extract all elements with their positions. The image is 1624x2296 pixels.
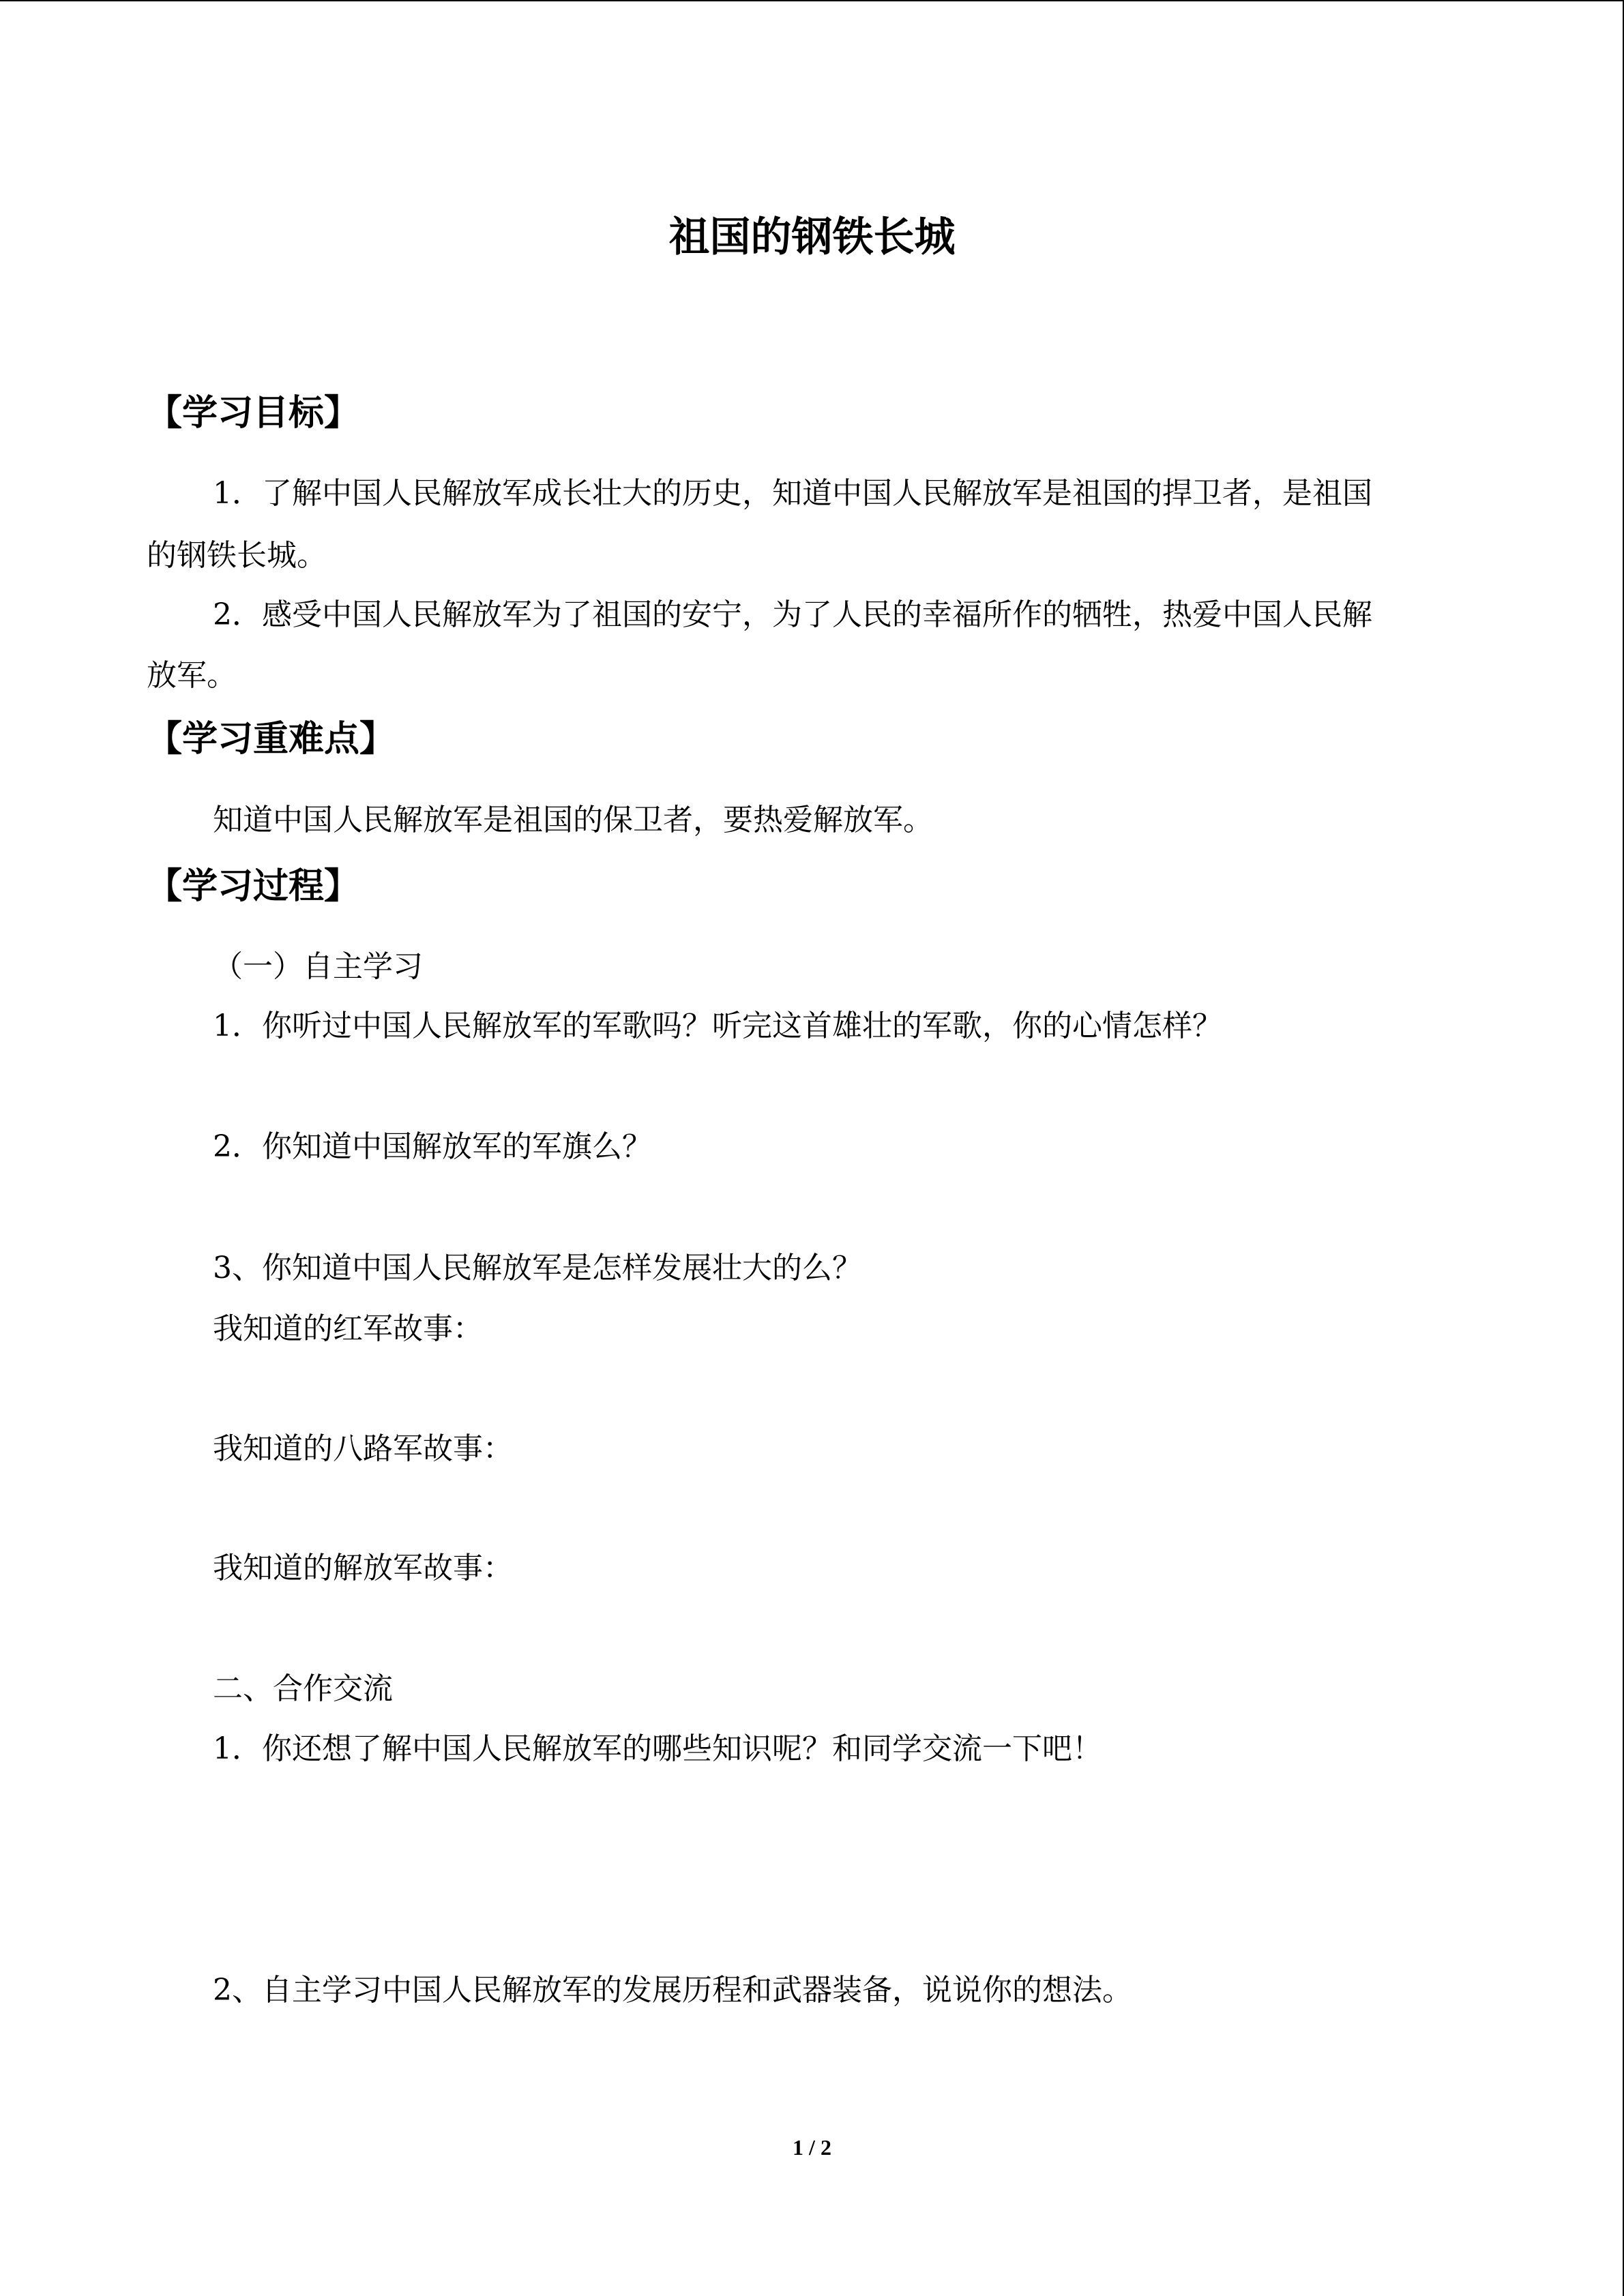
- page-title: 祖国的钢铁长城: [668, 213, 956, 261]
- part-1-title: （一）自主学习: [213, 949, 423, 984]
- section-heading-goals: 【学习目标】: [147, 393, 360, 434]
- question-3-pla: 我知道的解放军故事：: [213, 1551, 513, 1585]
- question-3: 3、你知道中国人民解放军是怎样发展壮大的么？: [213, 1251, 862, 1285]
- goal-item-2-line-1: 2．感受中国人民解放军为了祖国的安宁，为了人民的幸福所作的牺牲，热爱中国人民解: [213, 597, 1372, 632]
- question-2: 2．你知道中国解放军的军旗么？: [213, 1129, 652, 1164]
- goal-item-1-line-1: 1．了解中国人民解放军成长壮大的历史，知道中国人民解放军是祖国的捍卫者，是祖国: [213, 476, 1372, 511]
- page-number: 1 / 2: [793, 2135, 831, 2160]
- key-points-text: 知道中国人民解放军是祖国的保卫者，要热爱解放军。: [213, 803, 933, 837]
- question-1: 1．你听过中国人民解放军的军歌吗？听完这首雄壮的军歌，你的心情怎样？: [213, 1009, 1222, 1043]
- goal-item-1-line-2: 的钢铁长城。: [147, 538, 327, 573]
- section-heading-key-points: 【学习重难点】: [147, 719, 396, 760]
- part-2-title: 二、合作交流: [213, 1671, 393, 1706]
- question-3-red-army: 我知道的红军故事：: [213, 1311, 483, 1346]
- section-heading-process: 【学习过程】: [147, 866, 360, 907]
- part-2-question-1: 1．你还想了解中国人民解放军的哪些知识呢？和同学交流一下吧！: [213, 1731, 1102, 1766]
- part-2-question-2: 2、自主学习中国人民解放军的发展历程和武器装备，说说你的想法。: [213, 1973, 1132, 2008]
- goal-item-2-line-2: 放军。: [147, 658, 237, 693]
- question-3-eighth-route-army: 我知道的八路军故事：: [213, 1431, 513, 1466]
